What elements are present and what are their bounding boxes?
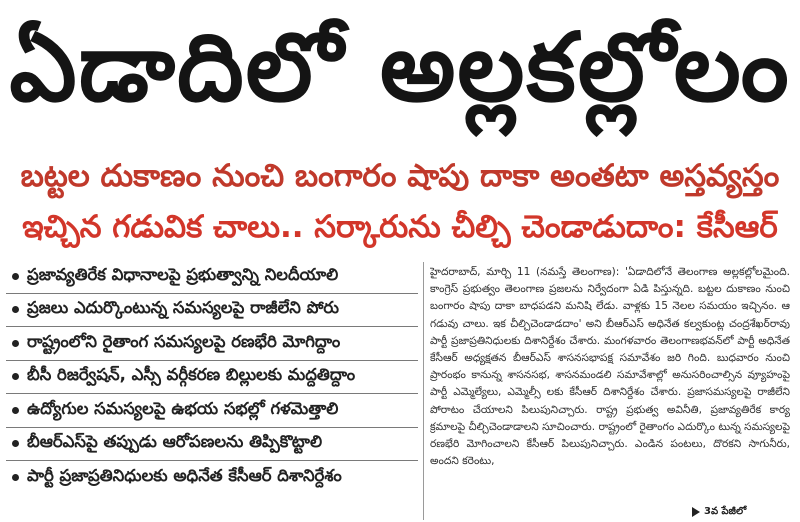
column-divider bbox=[423, 262, 424, 520]
bullet-dot-icon bbox=[12, 407, 19, 414]
bullet-item bbox=[6, 327, 418, 361]
bullet-text: పార్టీ ప్రజాప్రతినిధులకు అధినేత కేసీఆర్ దిశానిర్దేశం bbox=[27, 466, 342, 486]
subheadline-secondary: ఇచ్చిన గడువిక చాలు.. సర్కారును చీల్చి చెండాడుదాం: కేసీఆర్ bbox=[22, 209, 778, 245]
bullet-item bbox=[6, 361, 418, 395]
bullet-dot-icon bbox=[12, 273, 19, 280]
bullet-item bbox=[6, 428, 418, 462]
continued-on-page bbox=[692, 504, 746, 520]
bullet-dot-icon bbox=[12, 373, 19, 380]
article-body: హైదరాబాద్, మార్చి 11 (నమస్తే తెలంగాణ): 'ఏడాదిలోనే తెలంగాణ అల్లకల్లోలమైంది. కాంగ్రెస్ ప్రభుత్వం తెలంగాణ ప్రజలను నిర్వేదంగా ఏడి పిస్తున్నది. బట్టల దుకాణం నుంచి బంగారం షాపు దాకా బాధపడని మనిషి లేడు. వాళ్లకు 15 నెలల సమయం ఇచ్చినం. ఆ గడువు చాలు. ఇక చీల్చిచెండాడదాం' అని బీఆర్ఎస్ అధినేత కల్వకుంట్ల చంద్రశేఖర్‌రావు పార్టీ ప్రజాప్రతినిధులకు దిశానిర్దేశం చేశారు. మంగళవారం తెలంగాణభవన్‌లో పార్టీ అధినేత కేసీఆర్ అధ్యక్షతన బీఆర్ఎస్ శాసనసభాపక్ష సమావేశం జరి గింది. బుధవారం నుంచి ప్రారంభం కానున్న శాసనసభ, శాసనమండలి సమావేశాల్లో అనుసరించాల్సిన వ్యూహంపై పార్టీ ఎమ్మెల్యేలు, ఎమ్మెల్సీ లకు కేసీఆర్ దిశానిర్దేశం చేశారు. ప్రజాసమస్యలపై రాజీలేని పోరాటం చేయాలని పిలుపునిచ్చారు. రాష్ట్ర ప్రభుత్వ అవినీతి, ప్రజావ్యతిరేక కార్య క్రమాలపై చీల్చిచెండాడాలని సూచించారు. రాష్ట్రంలో రైతాంగం ఎదుర్కొం టున్న సమస్యలపై రణభేరి మోగించాలని కేసీఆర్ పిలుపునిచ్చారు. ఎండిన పంటలు, దొరకని సాగునీరు, అందని కరెంటు, bbox=[430, 266, 790, 468]
bullet-item bbox=[6, 461, 418, 495]
bullet-list bbox=[6, 260, 418, 522]
bullet-item bbox=[6, 394, 418, 428]
bullet-dot-icon bbox=[12, 340, 19, 347]
headline: ఏడాదిలో అల్లకల్లోలం bbox=[9, 12, 791, 123]
bullet-item bbox=[6, 260, 418, 294]
bullet-dot-icon bbox=[12, 306, 19, 313]
bullet-item bbox=[6, 294, 418, 328]
subheadline-primary: బట్టల దుకాణం నుంచి బంగారం షాపు దాకా అంతటా అస్తవ్యస్తం bbox=[20, 158, 780, 194]
bullet-dot-icon bbox=[12, 474, 19, 481]
bullet-text: బీఆర్ఎస్‌పై తప్పుడు ఆరోపణలను తిప్పికొట్టాలి bbox=[27, 432, 323, 452]
bullet-text: బీసీ రిజర్వేషన్, ఎస్సీ వర్గీకరణ బిల్లులకు మద్దతిద్దాం bbox=[27, 365, 356, 385]
bullet-text: ప్రజలు ఎదుర్కొంటున్న సమస్యలపై రాజీలేని పోరు bbox=[27, 298, 339, 318]
bullet-text: ప్రజావ్యతిరేక విధానాలపై ప్రభుత్వాన్ని నిలదీయాలి bbox=[27, 264, 339, 284]
bullet-dot-icon bbox=[12, 440, 19, 447]
arrow-right-icon bbox=[692, 507, 700, 517]
bullet-text: ఉద్యోగుల సమస్యలపై ఉభయ సభల్లో గళమెత్తాలి bbox=[27, 398, 339, 418]
bullet-text: రాష్ట్రంలోని రైతాంగ సమస్యలపై రణభేరి మోగిద్దాం bbox=[27, 331, 341, 351]
continued-label: 3వ పేజీలో bbox=[704, 506, 747, 517]
